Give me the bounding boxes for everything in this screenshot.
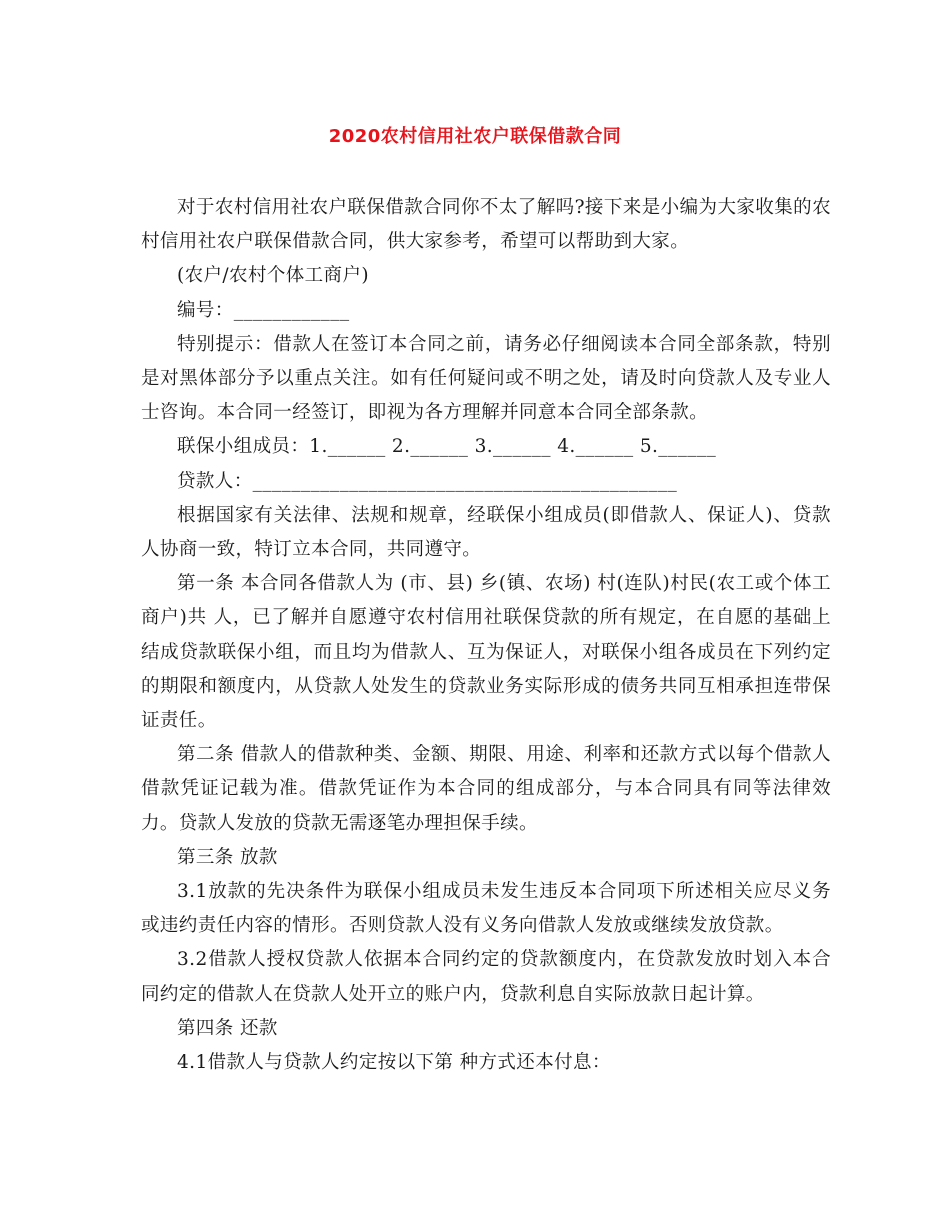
clause-4-1: 4.1借款人与贷款人约定按以下第 种方式还本付息： [177,1052,611,1074]
special-notice: 特别提示：借款人在签订本合同之前，请务必仔细阅读本合同全部条款，特别是对黑体部分予以重点关注。如有任何疑问或不明之处，请及时向贷款人及专业人士咨询。本合同一经签订，即视为各方理解并同意本合同全部条款。 [141,333,831,424]
article-4-heading: 第四条 还款 [177,1017,278,1039]
party-type-note: (农户/农村个体工商户) [177,265,369,287]
document-body [141,191,831,1080]
lender-line: 贷款人：____________________________________________ [177,470,678,492]
article-3-heading: 第三条 放款 [177,846,278,868]
preamble-paragraph: 根据国家有关法律、法规和规章，经联保小组成员(即借款人、保证人)、贷款人协商一致，特订立本合同，共同遵守。 [141,504,831,561]
clause-3-1: 3.1放款的先决条件为联保小组成员未发生违反本合同项下所述相关应尽义务或违约责任内容的情形。否则贷款人没有义务向借款人发放或继续发放贷款。 [141,881,831,937]
article-1: 第一条 本合同各借款人为 (市、县) 乡(镇、农场) 村(连队)村民(农工或个体工商户)共 人，已了解并自愿遵守农村信用社联保贷款的所有规定，在自愿的基础上结成贷款联保小组，而且均为借款人、互为保证人，对联保小组各成员在下列约定的期限和额度内，从贷款人处发生的贷款业务实际形成的债务共同互相承担连带保证责任。 [141,573,831,732]
article-2: 第二条 借款人的借款种类、金额、期限、用途、利率和还款方式以每个借款人借款凭证记载为准。借款凭证作为本合同的组成部分，与本合同具有同等法律效力。贷款人发放的贷款无需逐笔办理担保手续。 [141,744,831,834]
contract-number: 编号：____________ [177,299,350,321]
intro-paragraph: 对于农村信用社农户联保借款合同你不太了解吗?接下来是小编为大家收集的农村信用社农户联保借款合同，供大家参考，希望可以帮助到大家。 [141,197,831,253]
document-title: 2020农村信用社农户联保借款合同 [328,126,622,147]
guarantee-group-members: 联保小组成员：1.______ 2.______ 3.______ 4.______ 5.______ [177,436,717,458]
clause-3-2: 3.2借款人授权贷款人依据本合同约定的贷款额度内，在贷款发放时划入本合同约定的借款人在贷款人处开立的账户内，贷款利息自实际放款日起计算。 [141,949,831,1005]
